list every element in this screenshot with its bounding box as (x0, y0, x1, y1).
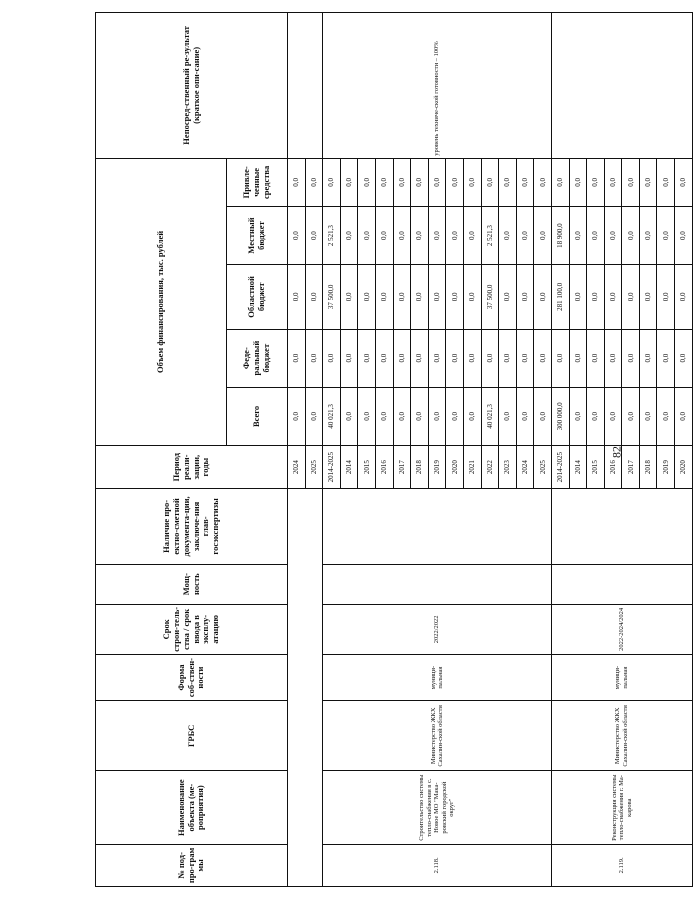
regional-cell: 0,0 (393, 265, 411, 329)
regional-cell: 0,0 (411, 265, 429, 329)
term-cell: 2022-2024/2024 (551, 604, 692, 654)
regional-cell: 0,0 (375, 265, 393, 329)
attracted-cell: 0,0 (288, 158, 306, 206)
attracted-cell: 0,0 (323, 158, 341, 206)
federal-cell: 0,0 (411, 329, 429, 387)
regional-cell: 0,0 (604, 265, 622, 329)
regional-cell: 0,0 (358, 265, 376, 329)
attracted-cell: 0,0 (534, 158, 552, 206)
local-cell: 0,0 (446, 206, 464, 264)
local-cell: 0,0 (569, 206, 587, 264)
table-row (323, 13, 341, 887)
capacity-cell (323, 564, 552, 604)
object-number-cell: 2.119. (551, 844, 692, 886)
total-cell: 0,0 (463, 387, 481, 445)
total-cell: 0,0 (305, 387, 323, 445)
federal-cell: 0,0 (622, 329, 640, 387)
regional-cell: 0,0 (305, 265, 323, 329)
local-cell: 18 900,0 (551, 206, 569, 264)
federal-cell: 0,0 (428, 329, 446, 387)
federal-cell: 0,0 (516, 329, 534, 387)
regional-cell: 37 500,0 (323, 265, 341, 329)
period-cell: 2023 (499, 446, 517, 489)
attracted-cell: 0,0 (446, 158, 464, 206)
period-cell: 2020 (446, 446, 464, 489)
attracted-cell: 0,0 (375, 158, 393, 206)
local-cell: 0,0 (428, 206, 446, 264)
attracted-cell: 0,0 (499, 158, 517, 206)
local-cell: 0,0 (375, 206, 393, 264)
total-cell: 0,0 (499, 387, 517, 445)
period-cell: 2024 (288, 446, 306, 489)
attracted-cell: 0,0 (393, 158, 411, 206)
regional-cell: 0,0 (340, 265, 358, 329)
federal-cell: 0,0 (587, 329, 605, 387)
federal-cell: 0,0 (569, 329, 587, 387)
object-name-cell: Строительство системы тепло-снабжения в с. Новое МО "Мака-ровский городской округ" (323, 771, 552, 844)
federal-cell: 0,0 (288, 329, 306, 387)
total-cell: 0,0 (428, 387, 446, 445)
local-cell: 0,0 (534, 206, 552, 264)
local-cell: 0,0 (305, 206, 323, 264)
attracted-cell: 0,0 (481, 158, 499, 206)
docs-cell (323, 489, 552, 564)
period-cell: 2016 (375, 446, 393, 489)
attracted-cell: 0,0 (428, 158, 446, 206)
total-cell: 0,0 (393, 387, 411, 445)
federal-cell: 0,0 (604, 329, 622, 387)
page-number: 82 (609, 446, 624, 458)
period-cell: 2021 (463, 446, 481, 489)
total-cell: 0,0 (288, 387, 306, 445)
table-header (96, 13, 288, 887)
federal-cell: 0,0 (481, 329, 499, 387)
regional-cell: 0,0 (587, 265, 605, 329)
attracted-cell: 0,0 (305, 158, 323, 206)
total-cell: 0,0 (516, 387, 534, 445)
local-cell: 0,0 (657, 206, 675, 264)
local-cell: 0,0 (411, 206, 429, 264)
total-cell: 0,0 (375, 387, 393, 445)
attracted-cell: 0,0 (604, 158, 622, 206)
ownership-cell: муници-пальная (323, 654, 552, 700)
period-cell: 2017 (393, 446, 411, 489)
capacity-cell (551, 564, 692, 604)
federal-cell: 0,0 (358, 329, 376, 387)
header-federal: Феде-ральный бюджет (227, 329, 288, 387)
attracted-cell: 0,0 (657, 158, 675, 206)
attracted-cell: 0,0 (569, 158, 587, 206)
local-cell: 0,0 (675, 206, 693, 264)
header-period: Период реали-зации, годы (96, 446, 288, 489)
header-docs: Наличие про-ектно-сметной документа-ции, заключе-ния глав-госэкспертизы (96, 489, 288, 564)
federal-cell: 0,0 (551, 329, 569, 387)
period-cell: 2018 (639, 446, 657, 489)
federal-cell: 0,0 (499, 329, 517, 387)
period-cell: 2014 (569, 446, 587, 489)
local-cell: 0,0 (639, 206, 657, 264)
regional-cell: 0,0 (499, 265, 517, 329)
attracted-cell: 0,0 (551, 158, 569, 206)
table-row (288, 13, 306, 887)
total-cell: 0,0 (340, 387, 358, 445)
object-number-cell: 2.118. (323, 844, 552, 886)
total-cell: 0,0 (358, 387, 376, 445)
continued-blank-cell (288, 489, 323, 887)
table-row (551, 13, 569, 887)
total-cell: 0,0 (569, 387, 587, 445)
period-cell: 2019 (657, 446, 675, 489)
total-cell: 0,0 (604, 387, 622, 445)
federal-cell: 0,0 (463, 329, 481, 387)
local-cell: 2 521,3 (481, 206, 499, 264)
table-body (288, 13, 693, 887)
regional-cell: 0,0 (675, 265, 693, 329)
period-cell: 2017 (622, 446, 640, 489)
attracted-cell: 0,0 (639, 158, 657, 206)
federal-cell: 0,0 (305, 329, 323, 387)
period-cell: 2019 (428, 446, 446, 489)
grbs-cell: Министерство ЖКХ Сахалин-ской области (551, 701, 692, 771)
funding-table (95, 12, 693, 887)
federal-cell: 0,0 (340, 329, 358, 387)
local-cell: 0,0 (499, 206, 517, 264)
period-cell: 2020 (675, 446, 693, 489)
header-total: Всего (227, 387, 288, 445)
period-cell: 2025 (534, 446, 552, 489)
attracted-cell: 0,0 (358, 158, 376, 206)
header-ownership: Форма соб-ствен-ности (96, 654, 288, 700)
period-cell: 2024 (516, 446, 534, 489)
total-cell: 0,0 (411, 387, 429, 445)
header-num: № под-про-грам мы (96, 844, 288, 886)
object-name-cell: Реконструкция системы тепло-снабжения г. Ма-карова (551, 771, 692, 844)
local-cell: 0,0 (340, 206, 358, 264)
regional-cell: 0,0 (463, 265, 481, 329)
federal-cell: 0,0 (446, 329, 464, 387)
federal-cell: 0,0 (534, 329, 552, 387)
regional-cell: 0,0 (569, 265, 587, 329)
local-cell: 0,0 (393, 206, 411, 264)
period-cell: 2022 (481, 446, 499, 489)
federal-cell: 0,0 (323, 329, 341, 387)
total-cell: 0,0 (622, 387, 640, 445)
attracted-cell: 0,0 (340, 158, 358, 206)
federal-cell: 0,0 (657, 329, 675, 387)
attracted-cell: 0,0 (587, 158, 605, 206)
regional-cell: 0,0 (622, 265, 640, 329)
term-cell: 2022/2022 (323, 604, 552, 654)
attracted-cell: 0,0 (411, 158, 429, 206)
local-cell: 0,0 (358, 206, 376, 264)
period-cell: 2025 (305, 446, 323, 489)
header-name: Наименование объекта (ме-роприятия) (96, 771, 288, 844)
header-term: Срок строи-тель-ства / срок ввода в эксплу-атацию (96, 604, 288, 654)
attracted-cell: 0,0 (622, 158, 640, 206)
local-cell: 0,0 (587, 206, 605, 264)
period-cell: 2014-2025 (551, 446, 569, 489)
regional-cell: 0,0 (288, 265, 306, 329)
header-local: Местный бюджет (227, 206, 288, 264)
regional-cell: 281 100,0 (551, 265, 569, 329)
attracted-cell: 0,0 (463, 158, 481, 206)
total-cell: 0,0 (675, 387, 693, 445)
regional-cell: 0,0 (428, 265, 446, 329)
federal-cell: 0,0 (675, 329, 693, 387)
local-cell: 0,0 (516, 206, 534, 264)
period-cell: 2014 (340, 446, 358, 489)
total-cell: 0,0 (587, 387, 605, 445)
regional-cell: 0,0 (657, 265, 675, 329)
local-cell: 2 521,3 (323, 206, 341, 264)
regional-cell: 37 500,0 (481, 265, 499, 329)
total-cell: 0,0 (639, 387, 657, 445)
header-funding: Объем финансирования, тыс. рублей (96, 158, 227, 445)
header-regional: Областной бюджет (227, 265, 288, 329)
header-grbs: ГРБС (96, 701, 288, 771)
period-cell: 2016 (604, 446, 622, 489)
result-cell: уровень техниче-ской готовности – 100% (323, 13, 552, 159)
total-cell: 40 021,3 (323, 387, 341, 445)
period-cell: 2015 (587, 446, 605, 489)
result-cell (551, 13, 692, 159)
period-cell: 2014-2025 (323, 446, 341, 489)
ownership-cell: муници-пальная (551, 654, 692, 700)
attracted-cell: 0,0 (675, 158, 693, 206)
total-cell: 0,0 (657, 387, 675, 445)
federal-cell: 0,0 (375, 329, 393, 387)
federal-cell: 0,0 (639, 329, 657, 387)
local-cell: 0,0 (604, 206, 622, 264)
header-result: Непосред-ственный ре-зультат (краткое опи-сание) (96, 13, 288, 159)
docs-cell (551, 489, 692, 564)
period-cell: 2018 (411, 446, 429, 489)
total-cell: 300 000,0 (551, 387, 569, 445)
result-cell (288, 13, 323, 159)
header-capacity: Мощ-ность (96, 564, 288, 604)
regional-cell: 0,0 (534, 265, 552, 329)
local-cell: 0,0 (463, 206, 481, 264)
federal-cell: 0,0 (393, 329, 411, 387)
period-cell: 2015 (358, 446, 376, 489)
local-cell: 0,0 (622, 206, 640, 264)
regional-cell: 0,0 (446, 265, 464, 329)
header-attracted: Привле-ченные средства (227, 158, 288, 206)
total-cell: 40 021,3 (481, 387, 499, 445)
regional-cell: 0,0 (639, 265, 657, 329)
regional-cell: 0,0 (516, 265, 534, 329)
local-cell: 0,0 (288, 206, 306, 264)
total-cell: 0,0 (534, 387, 552, 445)
grbs-cell: Министерство ЖКХ Сахалин-ской области (323, 701, 552, 771)
attracted-cell: 0,0 (516, 158, 534, 206)
total-cell: 0,0 (446, 387, 464, 445)
